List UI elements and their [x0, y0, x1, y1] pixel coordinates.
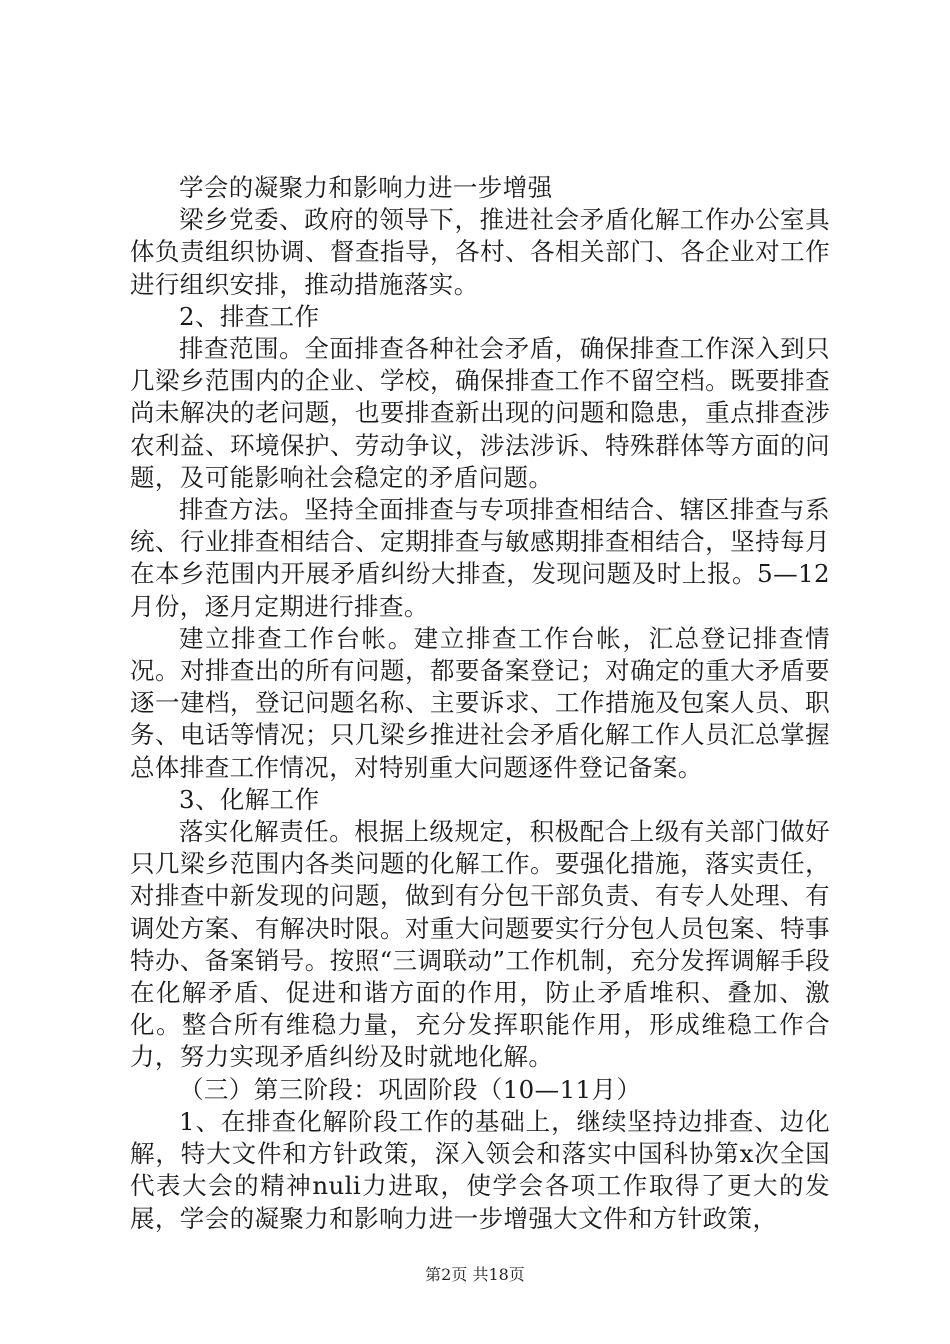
- section-heading: （三）第三阶段：巩固阶段（10—11月）: [179, 1074, 642, 1104]
- document-body: [130, 172, 830, 1235]
- paragraph: 建立排查工作台帐。建立排查工作台帐，汇总登记排查情况。对排查出的所有问题，都要备案登记；对确定的重大矛盾要逐一建档，登记问题名称、主要诉求、工作措施及包案人员、职务、电话等情况；只几梁乡推进社会矛盾化解工作人员汇总掌握总体排查工作情况，对特别重大问题逐件登记备案。: [130, 623, 830, 782]
- paragraph: 落实化解责任。根据上级规定，积极配合上级有关部门做好只几梁乡范围内各类问题的化解工作。要强化措施，落实责任，对排查中新发现的问题，做到有分包干部负责、有专人处理、有调处方案、有解决时限。对重大问题要实行分包人员包案、特事特办、备案销号。按照“三调联动”工作机制，充分发挥调解手段在化解矛盾、促进和谐方面的作用，防止矛盾堆积、叠加、激化。整合所有维稳力量，充分发挥职能作用，形成维稳工作合力，努力实现矛盾纠纷及时就地化解。: [130, 817, 830, 1072]
- paragraph: 排查范围。全面排查各种社会矛盾，确保排查工作深入到只几梁乡范围内的企业、学校，确保排查工作不留空档。既要排查尚未解决的老问题，也要排查新出现的问题和隐患，重点排查涉农利益、环境保护、劳动争议，涉法涉诉、特殊群体等方面的问题，及可能影响社会稳定的矛盾问题。: [130, 334, 830, 492]
- paragraph: 学会的凝聚力和影响力进一步增强: [179, 173, 553, 202]
- paragraph: 排查方法。坚持全面排查与专项排查相结合、辖区排查与系统、行业排查相结合、定期排查与敏感期排查相结合，坚持每月在本乡范围内开展矛盾纠纷大排查，发现问题及时上报。5—12月份，逐月定期进行排查。: [130, 495, 830, 621]
- section-heading: 2、排查工作: [179, 301, 320, 331]
- section-heading: 3、化解工作: [179, 784, 320, 814]
- paragraph: 1、在排查化解阶段工作的基础上，继续坚持边排查、边化解，特大文件和方针政策，深入领会和落实中国科协第x次全国代表大会的精神nuli力进取，使学会各项工作取得了更大的发展，学会的凝聚力和影响力进一步增强大文件和方针政策，: [130, 1106, 830, 1233]
- page-footer: 第2页 共18页: [425, 1265, 525, 1284]
- paragraph: 梁乡党委、政府的领导下，推进社会矛盾化解工作办公室具体负责组织协调、督查指导，各村、各相关部门、各企业对工作进行组织安排，推动措施落实。: [130, 205, 830, 299]
